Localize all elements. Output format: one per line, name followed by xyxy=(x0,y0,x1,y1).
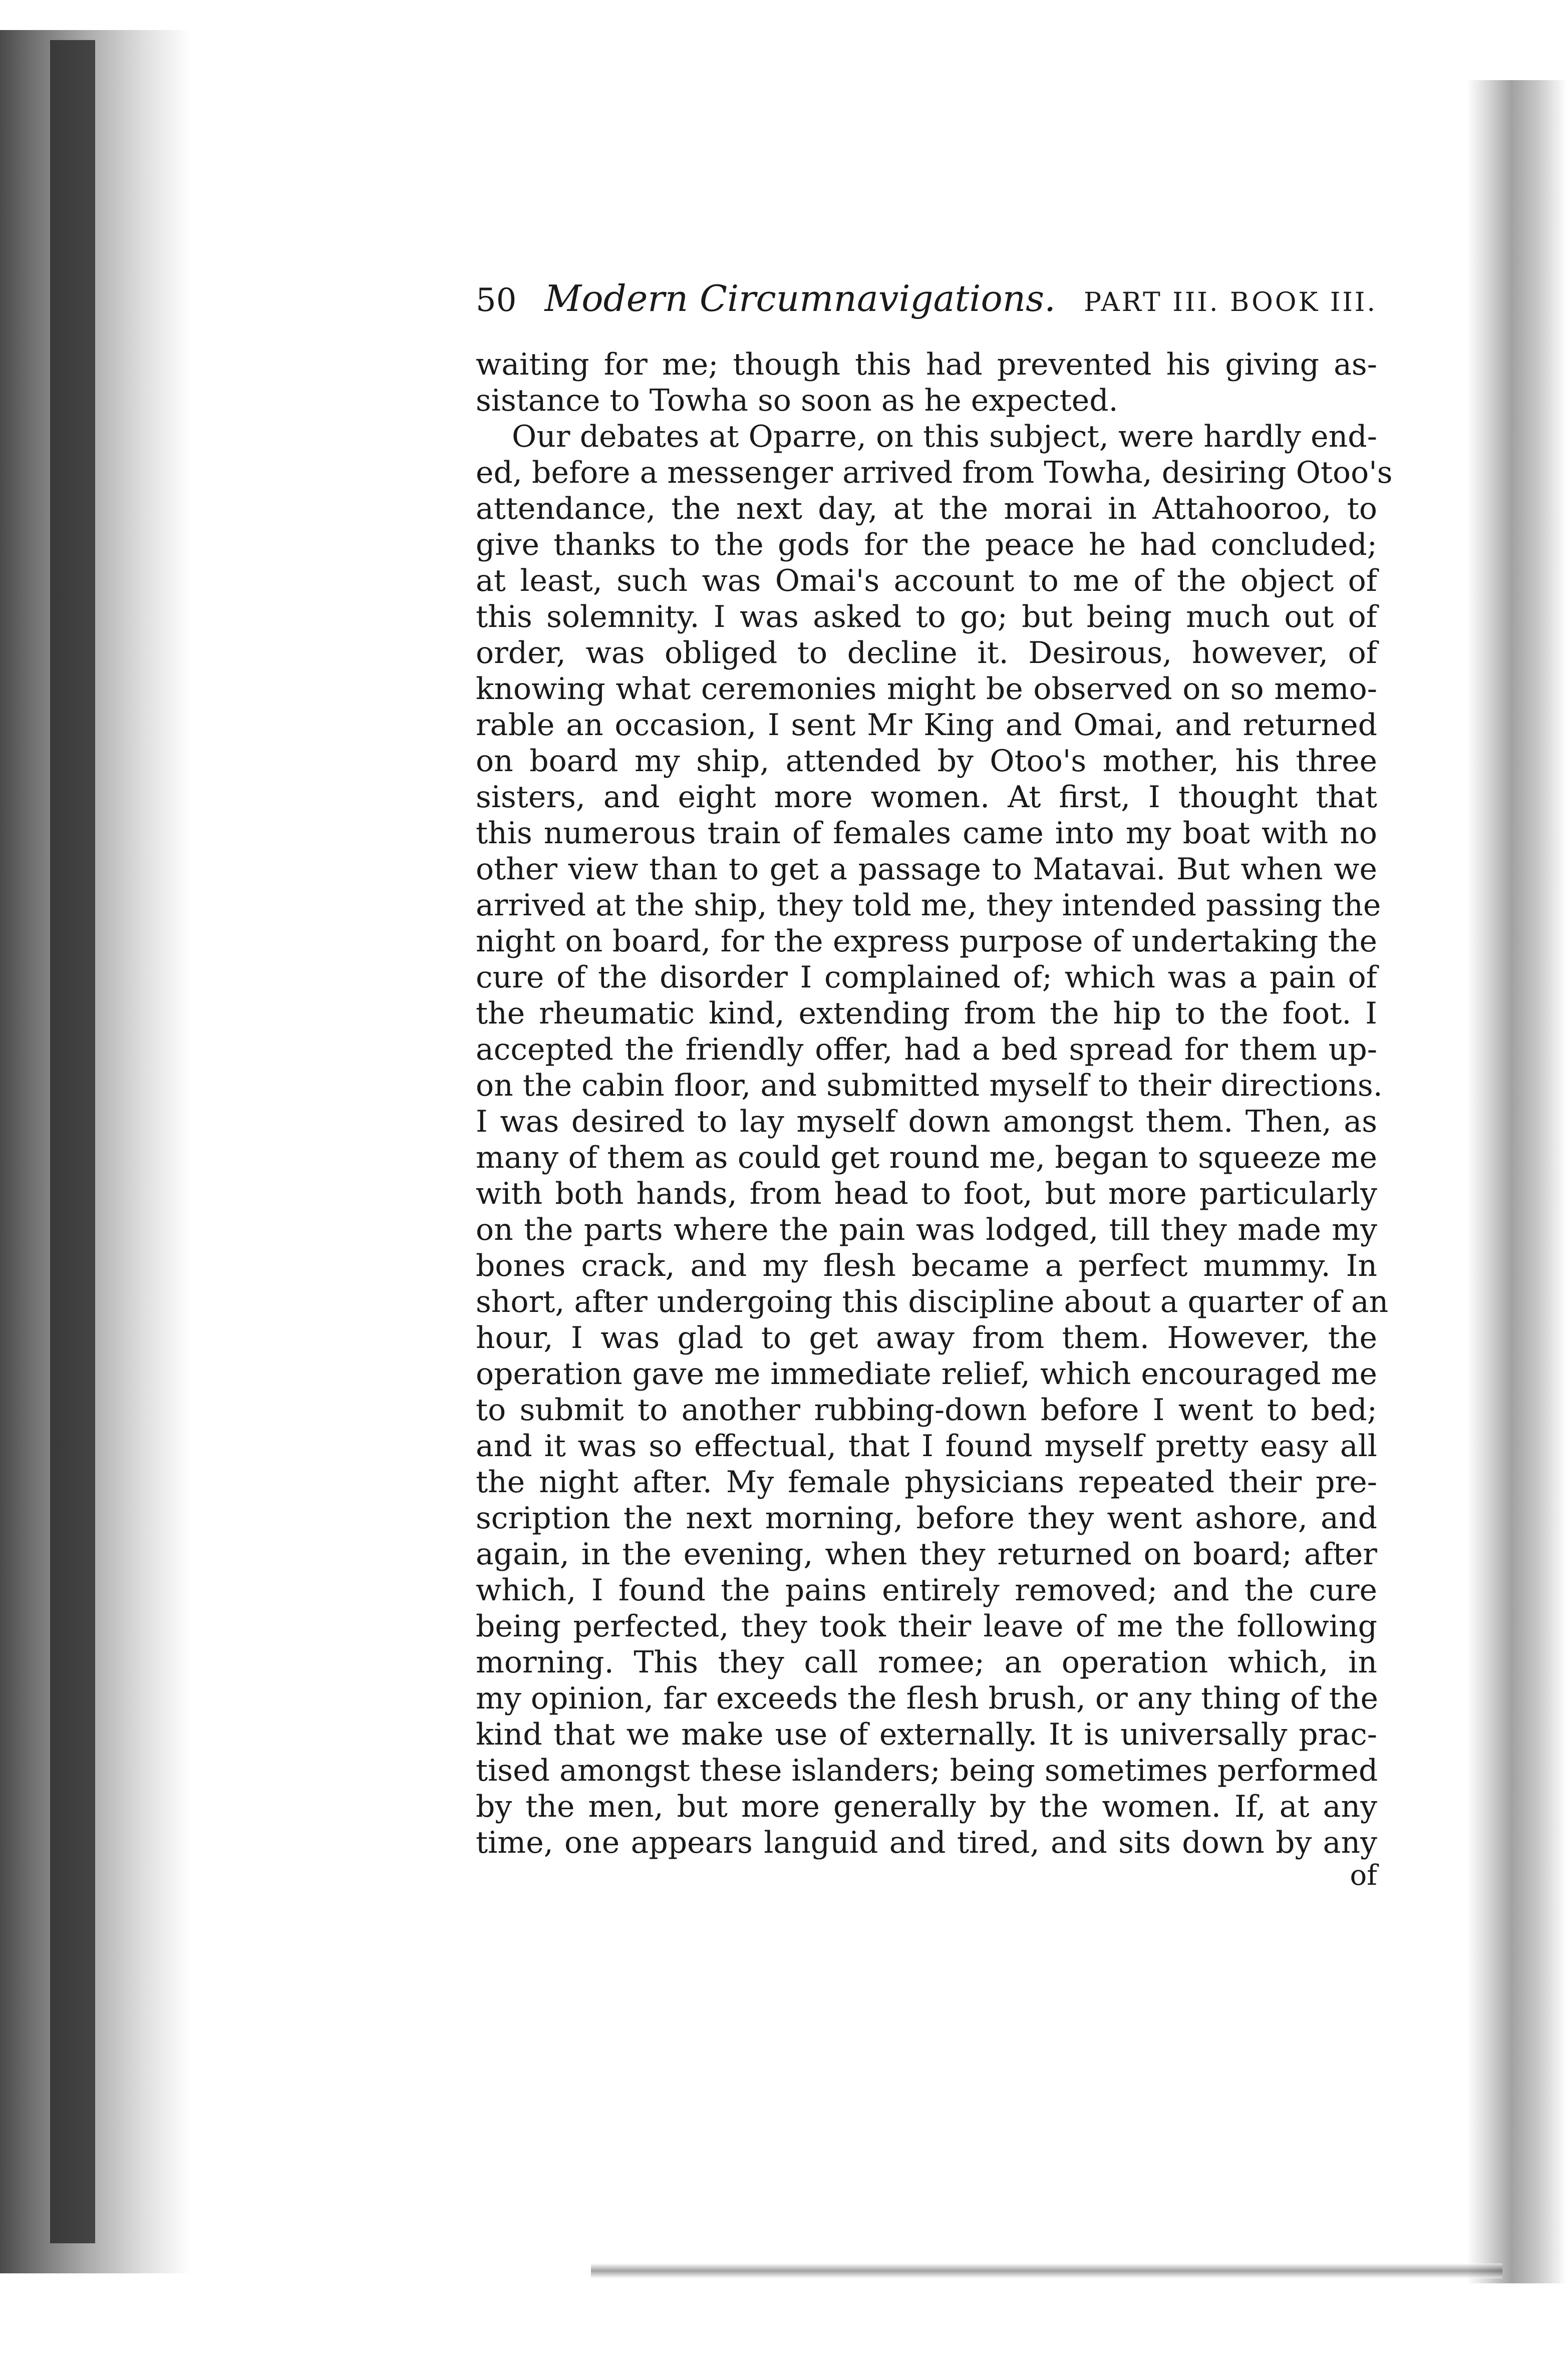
section-label: PART III. BOOK III. xyxy=(1084,287,1377,317)
text-line: again, in the evening, when they returned on board; after xyxy=(476,1537,1377,1572)
text-line: attendance, the next day, at the morai in Attahooroo, to xyxy=(476,491,1377,526)
text-line: waiting for me; though this had prevented his giving as- xyxy=(476,347,1377,382)
text-line: with both hands, from head to foot, but more particularly xyxy=(476,1176,1377,1211)
text-line: which, I found the pains entirely removed; and the cure xyxy=(476,1573,1377,1608)
text-line: on board my ship, attended by Otoo's mother, his three xyxy=(476,744,1377,779)
text-line: this numerous train of females came into my boat with no xyxy=(476,816,1377,851)
text-line: on the cabin floor, and submitted myself to their directions. xyxy=(476,1068,1383,1103)
text-line: cure of the disorder I complained of; which was a pain of xyxy=(476,960,1377,995)
text-line: time, one appears languid and tired, and sits down by any xyxy=(476,1825,1377,1860)
text-line: my opinion, far exceeds the flesh brush, or any thing of the xyxy=(476,1681,1378,1716)
text-line: kind that we make use of externally. It is universally prac- xyxy=(476,1717,1377,1752)
text-line: short, after undergoing this discipline about a quarter of an xyxy=(476,1284,1389,1319)
text-line: the night after. My female physicians repeated their pre- xyxy=(476,1465,1377,1500)
text-line: scription the next morning, before they went ashore, and xyxy=(476,1501,1377,1536)
text-line: sistance to Towha so soon as he expected. xyxy=(476,383,1118,418)
book-page xyxy=(476,277,1393,1892)
text-line: and it was so effectual, that I found myself pretty easy all xyxy=(476,1429,1377,1464)
scan-right-edge xyxy=(1467,80,1567,2283)
catchword: of xyxy=(1350,1859,1377,1892)
body-text xyxy=(476,347,1393,1861)
running-header xyxy=(476,277,1377,319)
text-line: other view than to get a passage to Matavai. But when we xyxy=(476,852,1377,887)
text-line: on the parts where the pain was lodged, till they made my xyxy=(476,1212,1377,1247)
text-line: ed, before a messenger arrived from Towha, desiring Otoo's xyxy=(476,455,1393,490)
running-title: Modern Circumnavigations. xyxy=(544,277,1056,319)
text-line: sisters, and eight more women. At first, I thought that xyxy=(476,780,1377,815)
text-line: being perfected, they took their leave of me the following xyxy=(476,1609,1377,1644)
text-line: this solemnity. I was asked to go; but being much out of xyxy=(476,599,1377,634)
text-line: operation gave me immediate relief, which encouraged me xyxy=(476,1356,1377,1392)
text-line: the rheumatic kind, extending from the hip to the foot. I xyxy=(476,996,1377,1031)
text-line: rable an occasion, I sent Mr King and Omai, and returned xyxy=(476,708,1377,743)
text-line: hour, I was glad to get away from them. However, the xyxy=(476,1320,1377,1355)
page-number: 50 xyxy=(476,282,517,319)
text-line: by the men, but more generally by the women. If, at any xyxy=(476,1789,1377,1824)
text-line: Our debates at Oparre, on this subject, were hardly end- xyxy=(512,419,1377,454)
scan-bottom-edge xyxy=(591,2263,1502,2278)
scan-binding-edge xyxy=(50,40,95,2243)
scan-gutter-shadow xyxy=(0,30,190,2273)
text-line: arrived at the ship, they told me, they intended passing the xyxy=(476,888,1381,923)
text-line: bones crack, and my flesh became a perfect mummy. In xyxy=(476,1248,1377,1283)
text-line: order, was obliged to decline it. Desirous, however, of xyxy=(476,635,1377,670)
text-line: to submit to another rubbing-down before I went to bed; xyxy=(476,1393,1377,1428)
text-line: at least, such was Omai's account to me of the object of xyxy=(476,563,1377,598)
text-line: tised amongst these islanders; being sometimes performed xyxy=(476,1753,1378,1788)
text-line: night on board, for the express purpose of undertaking the xyxy=(476,924,1377,959)
text-line: accepted the friendly offer, had a bed spread for them up- xyxy=(476,1032,1377,1067)
text-line: I was desired to lay myself down amongst them. Then, as xyxy=(476,1104,1377,1139)
text-line: morning. This they call romee; an operation which, in xyxy=(476,1645,1377,1680)
text-line: give thanks to the gods for the peace he had concluded; xyxy=(476,527,1377,562)
text-line: knowing what ceremonies might be observed on so memo- xyxy=(476,671,1377,707)
text-line: many of them as could get round me, began to squeeze me xyxy=(476,1140,1377,1175)
